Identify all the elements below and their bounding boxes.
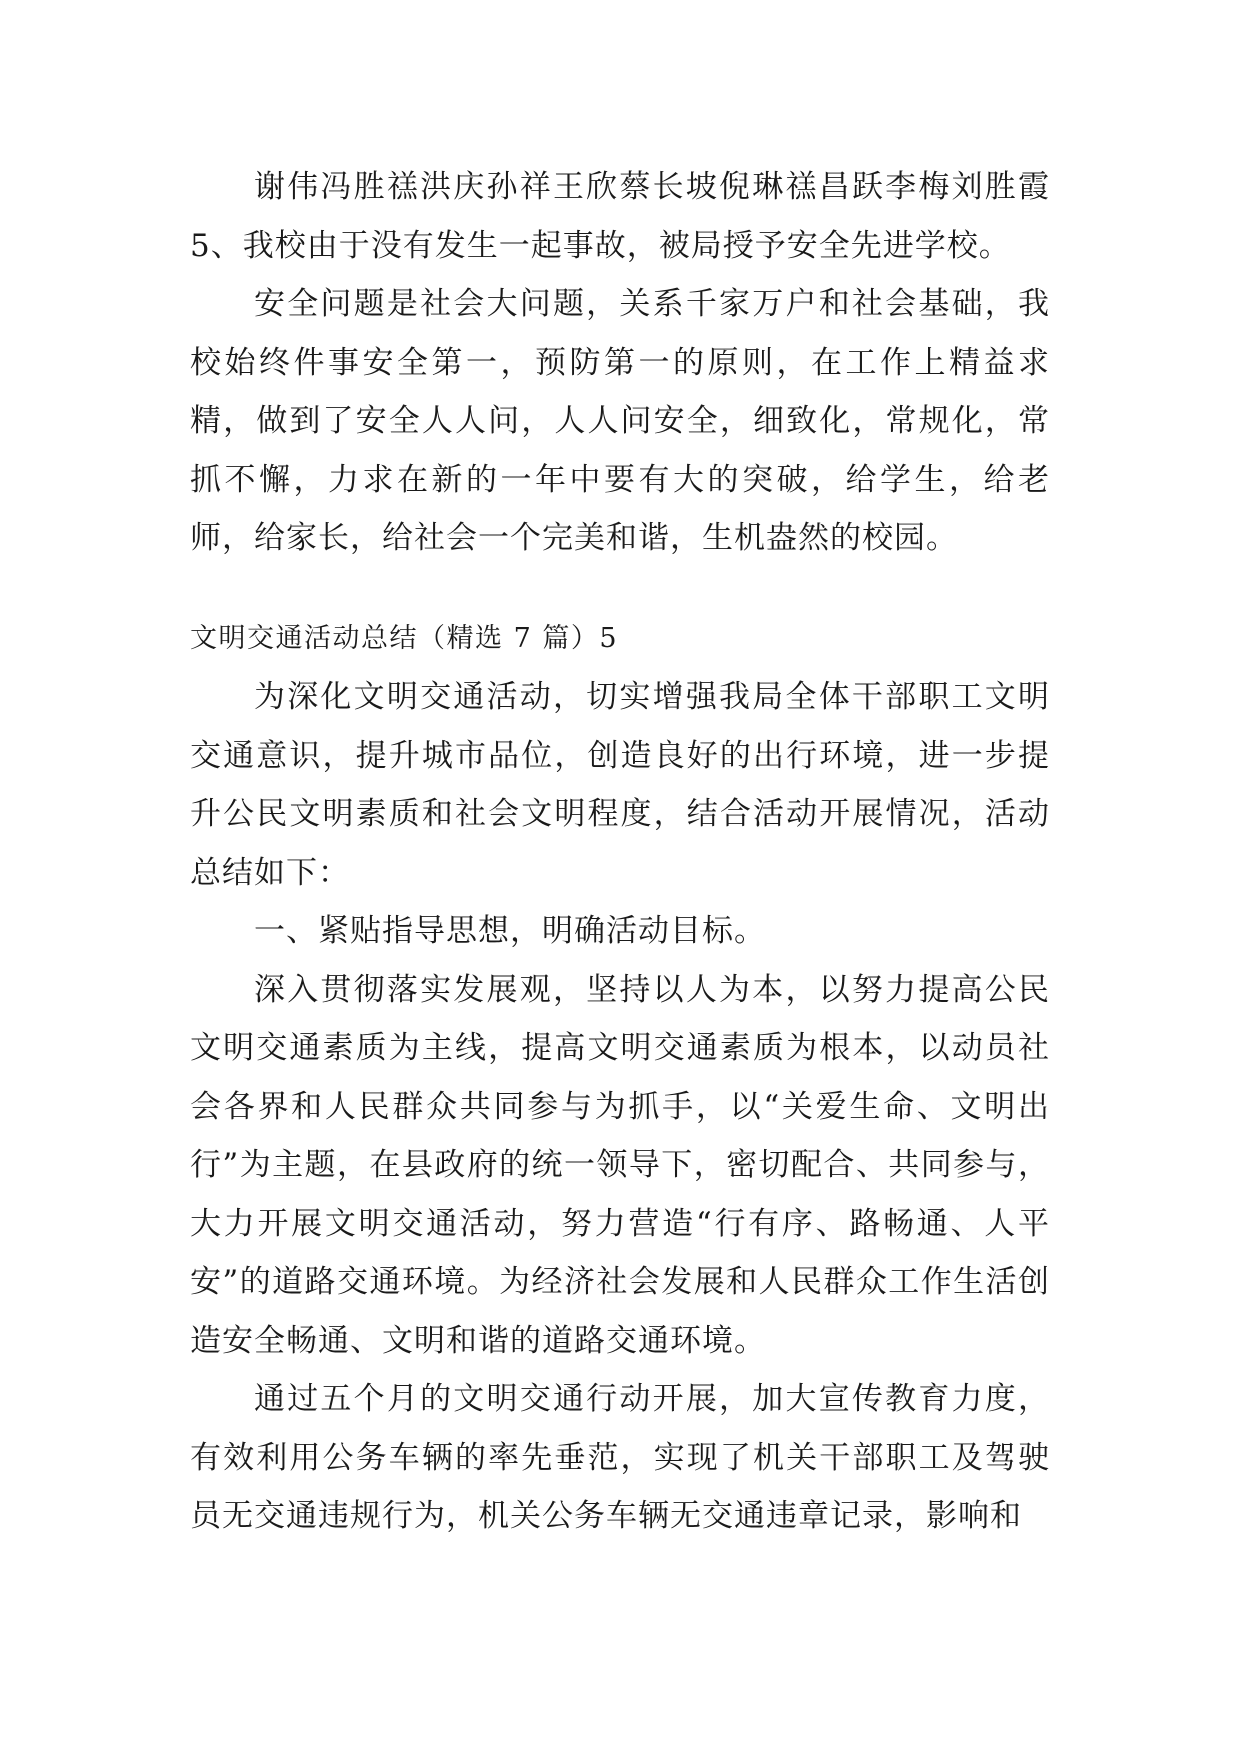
paragraph-subheading: 一、紧贴指导思想，明确活动目标。 [254,913,766,949]
document-body [190,158,1050,1546]
paragraph-guiding-ideology: 深入贯彻落实发展观，坚持以人为本，以努力提高公民文明交通素质为主线，提高文明交通素质为根本，以动员社会各界和人民群众共同参与为抓手，以“关爱生命、文明出行”为主题，在县政府的统一领导下，密切配合、共同参与，大力开展文明交通活动，努力营造“行有序、路畅通、人平安”的道路交通环境。为经济社会发展和人民群众工作生活创造安全畅通、文明和谐的道路交通环境。 [190,971,1050,1359]
paragraph-safety-summary: 安全问题是社会大问题，关系千家万户和社会基础，我校始终件事安全第一，预防第一的原则，在工作上精益求精，做到了安全人人问，人人问安全，细致化，常规化，常抓不懈，力求在新的一年中要有大的突破，给学生，给老师，给家长，给社会一个完美和谐，生机盎然的校园。 [190,286,1050,556]
paragraph-intro: 为深化文明交通活动，切实增强我局全体干部职工文明交通意识，提升城市品位，创造良好的出行环境，进一步提升公民文明素质和社会文明程度，结合活动开展情况，活动总结如下： [190,679,1050,891]
paragraph-honor-list: 谢伟冯胜禚洪庆孙祥王欣蔡长坡倪琳禚昌跃李梅刘胜霞5、我校由于没有发生一起事故，被局授予安全先进学校。 [190,169,1050,264]
section-heading: 文明交通活动总结（精选 7 篇）5 [190,622,619,654]
section-spacer [190,568,1050,610]
paragraph-results: 通过五个月的文明交通行动开展，加大宣传教育力度，有效利用公务车辆的率先垂范，实现了机关干部职工及驾驶员无交通违规行为，机关公务车辆无交通违章记录，影响和 [190,1381,1050,1534]
